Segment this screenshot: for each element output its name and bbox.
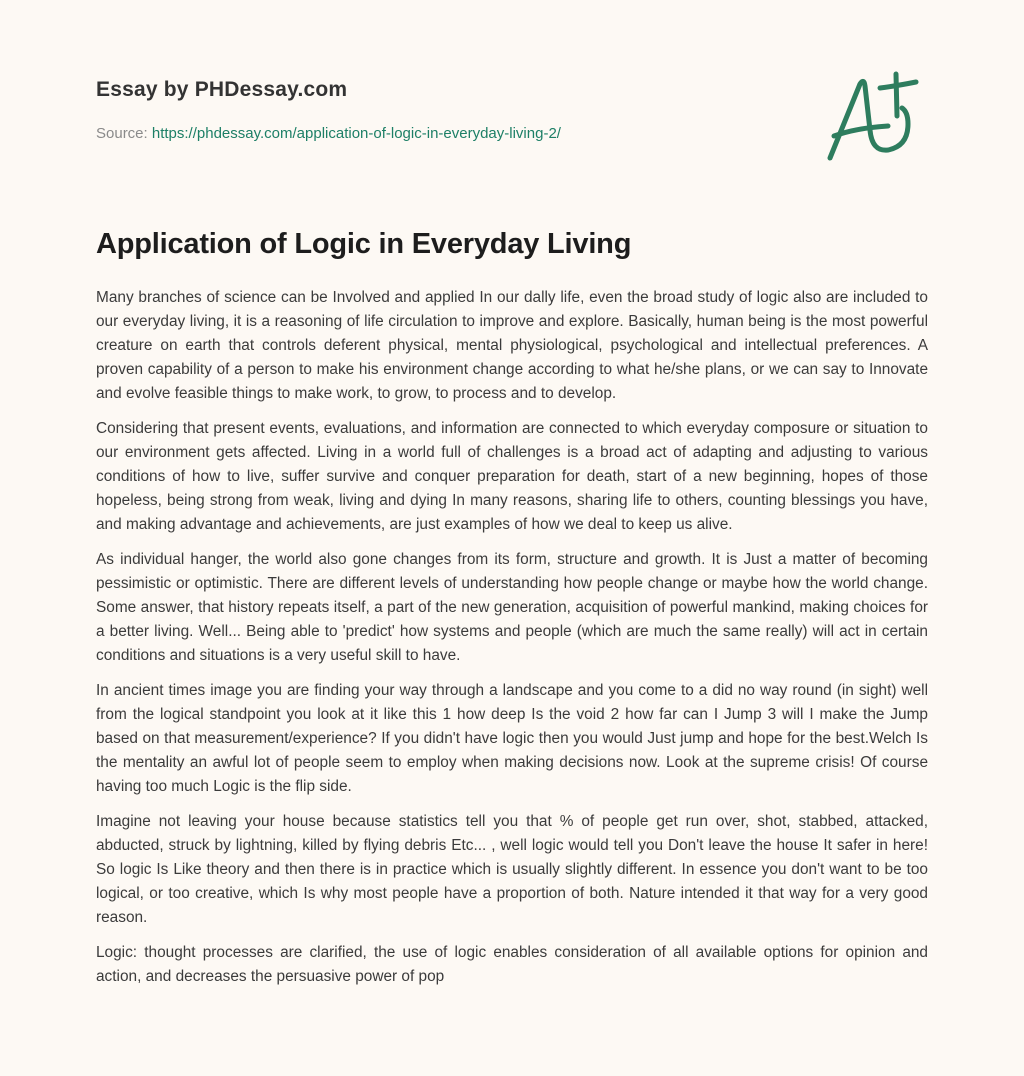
- essay-title: Application of Logic in Everyday Living: [96, 228, 632, 260]
- source-link[interactable]: https://phdessay.com/application-of-logic-in-everyday-living-2/: [151, 125, 561, 142]
- essay-paragraph: Logic: thought processes are clarified, the use of logic enables consideration of all available options for opinion and action, and decreases the persuasive power of pop: [96, 944, 928, 985]
- a-plus-grade-icon: [820, 64, 930, 164]
- essay-paragraph: In ancient times image you are finding your way through a landscape and you come to a did no way round (in sight) well from the logical standpoint you look at it like this 1 how deep Is the void 2 how far can I Jump 3 will I make the Jump based on that measurement/experience? If you didn't have logic then you would Just jump and hope for the best.Welch Is the mentality an awful lot of people seem to employ when making decisions now. Look at the supreme crisis! Of course having too much Logic is the flip side.: [96, 682, 928, 795]
- source-label: Source:: [96, 125, 152, 142]
- essay-paragraph: As individual hanger, the world also gone changes from its form, structure and growth. It is Just a matter of becoming pessimistic or optimistic. There are different levels of understanding how people change or maybe how the world change. Some answer, that history repeats itself, a part of the new generation, acquisition of powerful mankind, making choices for a better living. Well... Being able to 'predict' how systems and people (which are much the same really) will act in certain conditions and situations is a very useful skill to have.: [96, 551, 928, 664]
- essay-body: [96, 286, 928, 1000]
- essay-paragraph: Considering that present events, evaluations, and information are connected to which everyday composure or situation to our environment gets affected. Living in a world full of challenges is a broad act of adapting and adjusting to various conditions of how to live, suffer survive and conquer preparation for death, start of a new beginning, hopes of those hopeless, being strong from weak, living and dying In many reasons, sharing life to others, counting blessings you have, and making advantage and achievements, are just examples of how we deal to keep us alive.: [96, 420, 928, 533]
- essay-header: [96, 74, 936, 144]
- essay-paragraph: Many branches of science can be Involved and applied In our dally life, even the broad study of logic also are included to our everyday living, it is a reasoning of life circulation to improve and explore. Basically, human being is the most powerful creature on earth that controls deferent physical, mental physiological, psychological and intellectual preferences. A proven capability of a person to make his environment change according to what he/she plans, or we can say to Innovate and evolve feasible things to make work, to grow, to process and to develop.: [96, 289, 928, 402]
- site-title: Essay by PHDessay.com: [96, 78, 348, 101]
- essay-paragraph: Imagine not leaving your house because statistics tell you that % of people get run over, shot, stabbed, attacked, abducted, struck by lightning, killed by flying debris Etc... , well logic would tell you Don't leave the house It safer in here! So logic Is Like theory and then there is in practice which is usually slightly different. In essence you don't want to be too logical, or too creative, which Is why most people have a proportion of both. Nature intended it that way for a very good reason.: [96, 813, 928, 926]
- source-line: [96, 124, 936, 144]
